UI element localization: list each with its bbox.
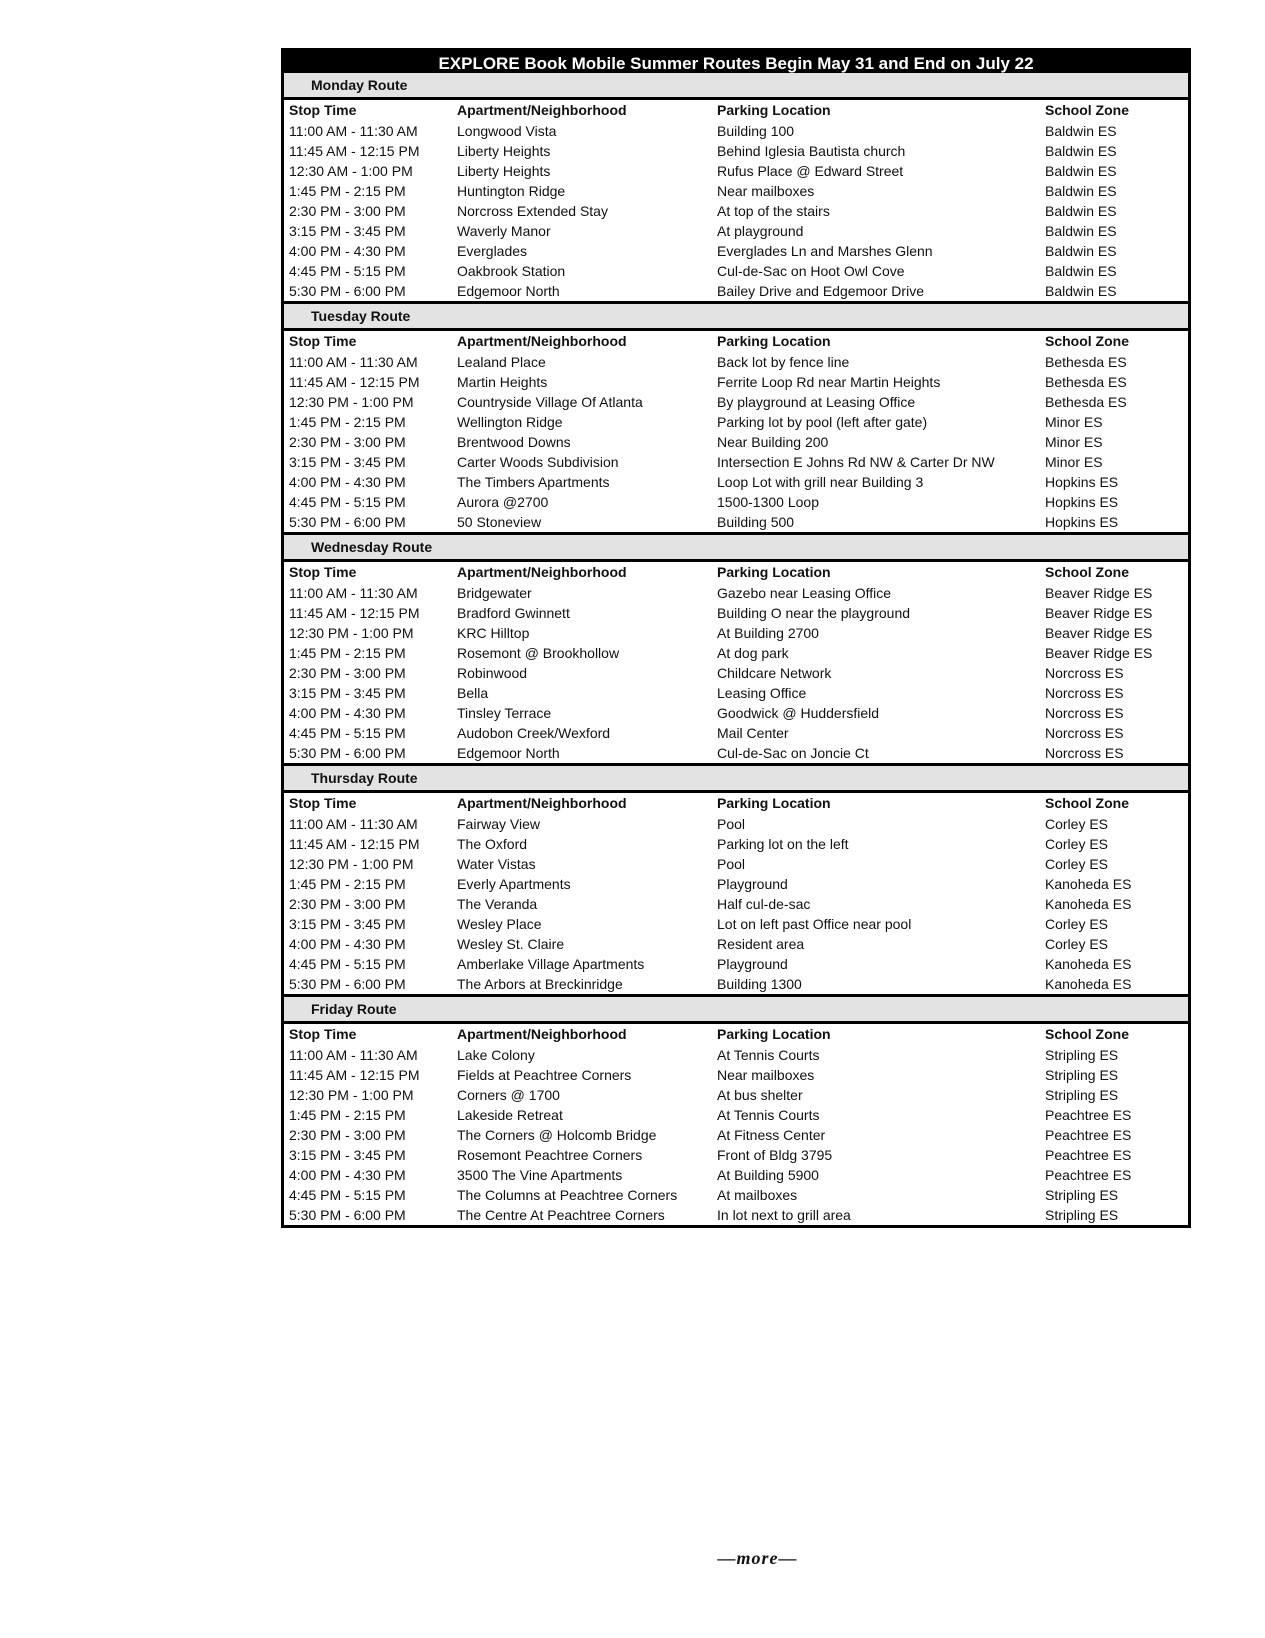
table-row xyxy=(284,603,1188,623)
parking-location-cell: Pool xyxy=(717,856,746,872)
parking-location-cell: Near mailboxes xyxy=(717,1067,815,1083)
column-header: Apartment/Neighborhood xyxy=(457,333,627,349)
school-zone-cell: Beaver Ridge ES xyxy=(1045,645,1153,661)
parking-location-cell: Mail Center xyxy=(717,725,789,741)
school-zone-cell: Stripling ES xyxy=(1045,1187,1119,1203)
neighborhood-cell: Longwood Vista xyxy=(457,123,557,139)
table-row xyxy=(284,583,1188,603)
neighborhood-cell: The Timbers Apartments xyxy=(457,474,610,490)
table-row xyxy=(284,141,1188,161)
school-zone-cell: Bethesda ES xyxy=(1045,394,1127,410)
table-row xyxy=(284,281,1188,301)
table-row xyxy=(284,874,1188,894)
column-header: Stop Time xyxy=(289,795,357,811)
neighborhood-cell: Brentwood Downs xyxy=(457,434,571,450)
table-row xyxy=(284,723,1188,743)
neighborhood-cell: Everly Apartments xyxy=(457,876,571,892)
neighborhood-cell: Rosemont Peachtree Corners xyxy=(457,1147,643,1163)
neighborhood-cell: Wesley Place xyxy=(457,916,542,932)
parking-location-cell: Goodwick @ Huddersfield xyxy=(717,705,880,721)
stop-time-cell: 4:00 PM - 4:30 PM xyxy=(289,936,406,952)
route-table xyxy=(284,331,1188,532)
table-row xyxy=(284,683,1188,703)
neighborhood-cell: Tinsley Terrace xyxy=(457,705,552,721)
table-row xyxy=(284,974,1188,994)
parking-location-cell: At bus shelter xyxy=(717,1087,803,1103)
table-row xyxy=(284,412,1188,432)
neighborhood-cell: The Centre At Peachtree Corners xyxy=(457,1207,665,1223)
route-heading: Monday Route xyxy=(284,73,1188,100)
neighborhood-cell: Edgemoor North xyxy=(457,745,560,761)
neighborhood-cell: Liberty Heights xyxy=(457,163,551,179)
routes-container xyxy=(281,73,1191,1228)
table-row xyxy=(284,1125,1188,1145)
neighborhood-cell: Fairway View xyxy=(457,816,540,832)
column-header-row xyxy=(284,331,1188,352)
school-zone-cell: Kanoheda ES xyxy=(1045,896,1132,912)
school-zone-cell: Bethesda ES xyxy=(1045,354,1127,370)
table-row xyxy=(284,1105,1188,1125)
parking-location-cell: Cul-de-Sac on Hoot Owl Cove xyxy=(717,263,905,279)
school-zone-cell: Norcross ES xyxy=(1045,725,1124,741)
neighborhood-cell: Norcross Extended Stay xyxy=(457,203,608,219)
parking-location-cell: At Fitness Center xyxy=(717,1127,826,1143)
neighborhood-cell: Audobon Creek/Wexford xyxy=(457,725,611,741)
school-zone-cell: Kanoheda ES xyxy=(1045,976,1132,992)
route-table xyxy=(284,562,1188,763)
neighborhood-cell: Martin Heights xyxy=(457,374,548,390)
school-zone-cell: Baldwin ES xyxy=(1045,283,1117,299)
school-zone-cell: Corley ES xyxy=(1045,916,1109,932)
stop-time-cell: 3:15 PM - 3:45 PM xyxy=(289,916,406,932)
school-zone-cell: Baldwin ES xyxy=(1045,223,1117,239)
school-zone-cell: Norcross ES xyxy=(1045,685,1124,701)
stop-time-cell: 3:15 PM - 3:45 PM xyxy=(289,223,406,239)
parking-location-cell: 1500-1300 Loop xyxy=(717,494,819,510)
stop-time-cell: 5:30 PM - 6:00 PM xyxy=(289,283,406,299)
route-section xyxy=(281,304,1191,535)
stop-time-cell: 1:45 PM - 2:15 PM xyxy=(289,414,406,430)
parking-location-cell: At Building 5900 xyxy=(717,1167,819,1183)
stop-time-cell: 2:30 PM - 3:00 PM xyxy=(289,665,406,681)
neighborhood-cell: Carter Woods Subdivision xyxy=(457,454,619,470)
school-zone-cell: Hopkins ES xyxy=(1045,494,1119,510)
table-row xyxy=(284,703,1188,723)
stop-time-cell: 1:45 PM - 2:15 PM xyxy=(289,645,406,661)
stop-time-cell: 12:30 PM - 1:00 PM xyxy=(289,394,414,410)
table-row xyxy=(284,954,1188,974)
table-row xyxy=(284,1165,1188,1185)
parking-location-cell: At Tennis Courts xyxy=(717,1107,820,1123)
table-row xyxy=(284,492,1188,512)
school-zone-cell: Baldwin ES xyxy=(1045,263,1117,279)
stop-time-cell: 1:45 PM - 2:15 PM xyxy=(289,183,406,199)
stop-time-cell: 4:45 PM - 5:15 PM xyxy=(289,494,406,510)
parking-location-cell: Bailey Drive and Edgemoor Drive xyxy=(717,283,924,299)
neighborhood-cell: KRC Hilltop xyxy=(457,625,530,641)
parking-location-cell: Rufus Place @ Edward Street xyxy=(717,163,904,179)
column-header: Parking Location xyxy=(717,1026,831,1042)
table-row xyxy=(284,894,1188,914)
parking-location-cell: Lot on left past Office near pool xyxy=(717,916,912,932)
table-row xyxy=(284,854,1188,874)
stop-time-cell: 2:30 PM - 3:00 PM xyxy=(289,1127,406,1143)
schedule-title: EXPLORE Book Mobile Summer Routes Begin May 31 and End on July 22 xyxy=(281,48,1191,73)
parking-location-cell: Back lot by fence line xyxy=(717,354,850,370)
stop-time-cell: 11:45 AM - 12:15 PM xyxy=(289,836,420,852)
column-header: School Zone xyxy=(1045,333,1129,349)
table-row xyxy=(284,432,1188,452)
parking-location-cell: Loop Lot with grill near Building 3 xyxy=(717,474,924,490)
parking-location-cell: At mailboxes xyxy=(717,1187,798,1203)
stop-time-cell: 12:30 AM - 1:00 PM xyxy=(289,163,413,179)
table-row xyxy=(284,241,1188,261)
parking-location-cell: Building 1300 xyxy=(717,976,802,992)
parking-location-cell: At playground xyxy=(717,223,804,239)
table-row xyxy=(284,643,1188,663)
school-zone-cell: Stripling ES xyxy=(1045,1047,1119,1063)
column-header: Apartment/Neighborhood xyxy=(457,564,627,580)
stop-time-cell: 5:30 PM - 6:00 PM xyxy=(289,1207,406,1223)
column-header: School Zone xyxy=(1045,795,1129,811)
neighborhood-cell: The Arbors at Breckinridge xyxy=(457,976,623,992)
neighborhood-cell: Aurora @2700 xyxy=(457,494,549,510)
stop-time-cell: 1:45 PM - 2:15 PM xyxy=(289,1107,406,1123)
school-zone-cell: Baldwin ES xyxy=(1045,143,1117,159)
neighborhood-cell: Wesley St. Claire xyxy=(457,936,565,952)
route-heading: Friday Route xyxy=(284,997,1188,1024)
neighborhood-cell: The Corners @ Holcomb Bridge xyxy=(457,1127,657,1143)
neighborhood-cell: Huntington Ridge xyxy=(457,183,566,199)
neighborhood-cell: The Veranda xyxy=(457,896,538,912)
stop-time-cell: 11:00 AM - 11:30 AM xyxy=(289,816,418,832)
stop-time-cell: 4:00 PM - 4:30 PM xyxy=(289,705,406,721)
stop-time-cell: 11:45 AM - 12:15 PM xyxy=(289,605,420,621)
school-zone-cell: Kanoheda ES xyxy=(1045,876,1132,892)
school-zone-cell: Peachtree ES xyxy=(1045,1107,1132,1123)
stop-time-cell: 4:00 PM - 4:30 PM xyxy=(289,474,406,490)
column-header: School Zone xyxy=(1045,564,1129,580)
school-zone-cell: Stripling ES xyxy=(1045,1067,1119,1083)
school-zone-cell: Peachtree ES xyxy=(1045,1127,1132,1143)
stop-time-cell: 5:30 PM - 6:00 PM xyxy=(289,976,406,992)
column-header: Apartment/Neighborhood xyxy=(457,795,627,811)
column-header-row xyxy=(284,1024,1188,1045)
school-zone-cell: Baldwin ES xyxy=(1045,123,1117,139)
parking-location-cell: Ferrite Loop Rd near Martin Heights xyxy=(717,374,941,390)
parking-location-cell: At Tennis Courts xyxy=(717,1047,820,1063)
school-zone-cell: Baldwin ES xyxy=(1045,243,1117,259)
table-row xyxy=(284,161,1188,181)
school-zone-cell: Corley ES xyxy=(1045,936,1109,952)
table-row xyxy=(284,452,1188,472)
column-header: Apartment/Neighborhood xyxy=(457,1026,627,1042)
column-header: School Zone xyxy=(1045,102,1129,118)
column-header-row xyxy=(284,793,1188,814)
stop-time-cell: 11:00 AM - 11:30 AM xyxy=(289,585,418,601)
stop-time-cell: 4:45 PM - 5:15 PM xyxy=(289,263,406,279)
route-schedule xyxy=(281,48,1191,1228)
route-heading: Thursday Route xyxy=(284,766,1188,793)
neighborhood-cell: Waverly Manor xyxy=(457,223,551,239)
neighborhood-cell: Wellington Ridge xyxy=(457,414,563,430)
stop-time-cell: 12:30 PM - 1:00 PM xyxy=(289,1087,414,1103)
more-footer: —more— xyxy=(717,1548,798,1568)
school-zone-cell: Hopkins ES xyxy=(1045,514,1119,530)
neighborhood-cell: The Columns at Peachtree Corners xyxy=(457,1187,678,1203)
stop-time-cell: 4:45 PM - 5:15 PM xyxy=(289,725,406,741)
neighborhood-cell: Edgemoor North xyxy=(457,283,560,299)
stop-time-cell: 2:30 PM - 3:00 PM xyxy=(289,434,406,450)
neighborhood-cell: Lealand Place xyxy=(457,354,546,370)
table-row xyxy=(284,352,1188,372)
neighborhood-cell: 3500 The Vine Apartments xyxy=(457,1167,623,1183)
parking-location-cell: At Building 2700 xyxy=(717,625,819,641)
parking-location-cell: Playground xyxy=(717,956,788,972)
parking-location-cell: Near Building 200 xyxy=(717,434,829,450)
route-section xyxy=(281,766,1191,997)
neighborhood-cell: Lake Colony xyxy=(457,1047,535,1063)
parking-location-cell: Front of Bldg 3795 xyxy=(717,1147,833,1163)
column-header: Stop Time xyxy=(289,102,357,118)
table-row xyxy=(284,1045,1188,1065)
school-zone-cell: Minor ES xyxy=(1045,454,1103,470)
table-row xyxy=(284,472,1188,492)
table-row xyxy=(284,201,1188,221)
table-row xyxy=(284,392,1188,412)
neighborhood-cell: Bella xyxy=(457,685,489,701)
parking-location-cell: Childcare Network xyxy=(717,665,832,681)
school-zone-cell: Baldwin ES xyxy=(1045,183,1117,199)
school-zone-cell: Stripling ES xyxy=(1045,1087,1119,1103)
parking-location-cell: At top of the stairs xyxy=(717,203,830,219)
table-row xyxy=(284,914,1188,934)
route-heading: Wednesday Route xyxy=(284,535,1188,562)
parking-location-cell: Everglades Ln and Marshes Glenn xyxy=(717,243,933,259)
stop-time-cell: 11:00 AM - 11:30 AM xyxy=(289,1047,418,1063)
table-row xyxy=(284,121,1188,141)
neighborhood-cell: Robinwood xyxy=(457,665,528,681)
table-row xyxy=(284,1065,1188,1085)
parking-location-cell: By playground at Leasing Office xyxy=(717,394,916,410)
stop-time-cell: 11:00 AM - 11:30 AM xyxy=(289,123,418,139)
table-row xyxy=(284,221,1188,241)
parking-location-cell: Half cul-de-sac xyxy=(717,896,811,912)
parking-location-cell: Playground xyxy=(717,876,788,892)
column-header: Apartment/Neighborhood xyxy=(457,102,627,118)
table-row xyxy=(284,663,1188,683)
table-row xyxy=(284,1205,1188,1225)
route-section xyxy=(281,535,1191,766)
parking-location-cell: Building O near the playground xyxy=(717,605,911,621)
neighborhood-cell: Lakeside Retreat xyxy=(457,1107,563,1123)
neighborhood-cell: Oakbrook Station xyxy=(457,263,566,279)
parking-location-cell: Cul-de-Sac on Joncie Ct xyxy=(717,745,869,761)
stop-time-cell: 2:30 PM - 3:00 PM xyxy=(289,896,406,912)
stop-time-cell: 4:45 PM - 5:15 PM xyxy=(289,956,406,972)
school-zone-cell: Peachtree ES xyxy=(1045,1147,1132,1163)
column-header: Parking Location xyxy=(717,333,831,349)
column-header: Stop Time xyxy=(289,333,357,349)
school-zone-cell: Corley ES xyxy=(1045,836,1109,852)
parking-location-cell: Pool xyxy=(717,816,746,832)
column-header: Stop Time xyxy=(289,1026,357,1042)
stop-time-cell: 11:45 AM - 12:15 PM xyxy=(289,1067,420,1083)
neighborhood-cell: Amberlake Village Apartments xyxy=(457,956,645,972)
neighborhood-cell: 50 Stoneview xyxy=(457,514,542,530)
stop-time-cell: 4:00 PM - 4:30 PM xyxy=(289,1167,406,1183)
table-row xyxy=(284,261,1188,281)
parking-location-cell: In lot next to grill area xyxy=(717,1207,851,1223)
parking-location-cell: Parking lot on the left xyxy=(717,836,849,852)
stop-time-cell: 1:45 PM - 2:15 PM xyxy=(289,876,406,892)
parking-location-cell: Near mailboxes xyxy=(717,183,815,199)
school-zone-cell: Peachtree ES xyxy=(1045,1167,1132,1183)
table-row xyxy=(284,372,1188,392)
neighborhood-cell: Fields at Peachtree Corners xyxy=(457,1067,632,1083)
column-header: School Zone xyxy=(1045,1026,1129,1042)
parking-location-cell: Intersection E Johns Rd NW & Carter Dr NW xyxy=(717,454,995,470)
parking-location-cell: Parking lot by pool (left after gate) xyxy=(717,414,928,430)
school-zone-cell: Kanoheda ES xyxy=(1045,956,1132,972)
route-table xyxy=(284,1024,1188,1225)
school-zone-cell: Norcross ES xyxy=(1045,665,1124,681)
school-zone-cell: Beaver Ridge ES xyxy=(1045,625,1153,641)
stop-time-cell: 12:30 PM - 1:00 PM xyxy=(289,856,414,872)
table-row xyxy=(284,181,1188,201)
stop-time-cell: 3:15 PM - 3:45 PM xyxy=(289,685,406,701)
school-zone-cell: Corley ES xyxy=(1045,856,1109,872)
school-zone-cell: Bethesda ES xyxy=(1045,374,1127,390)
stop-time-cell: 3:15 PM - 3:45 PM xyxy=(289,454,406,470)
neighborhood-cell: Rosemont @ Brookhollow xyxy=(457,645,620,661)
school-zone-cell: Beaver Ridge ES xyxy=(1045,605,1153,621)
column-header: Parking Location xyxy=(717,102,831,118)
school-zone-cell: Baldwin ES xyxy=(1045,163,1117,179)
route-section xyxy=(281,73,1191,304)
table-row xyxy=(284,743,1188,763)
column-header: Parking Location xyxy=(717,564,831,580)
stop-time-cell: 11:45 AM - 12:15 PM xyxy=(289,143,420,159)
parking-location-cell: At dog park xyxy=(717,645,789,661)
school-zone-cell: Baldwin ES xyxy=(1045,203,1117,219)
parking-location-cell: Leasing Office xyxy=(717,685,807,701)
school-zone-cell: Norcross ES xyxy=(1045,745,1124,761)
table-row xyxy=(284,814,1188,834)
parking-location-cell: Gazebo near Leasing Office xyxy=(717,585,892,601)
column-header-row xyxy=(284,100,1188,121)
table-row xyxy=(284,1085,1188,1105)
table-row xyxy=(284,934,1188,954)
table-row xyxy=(284,1185,1188,1205)
neighborhood-cell: The Oxford xyxy=(457,836,528,852)
school-zone-cell: Beaver Ridge ES xyxy=(1045,585,1153,601)
school-zone-cell: Minor ES xyxy=(1045,434,1103,450)
table-row xyxy=(284,623,1188,643)
column-header: Stop Time xyxy=(289,564,357,580)
school-zone-cell: Hopkins ES xyxy=(1045,474,1119,490)
parking-location-cell: Resident area xyxy=(717,936,805,952)
neighborhood-cell: Liberty Heights xyxy=(457,143,551,159)
stop-time-cell: 4:00 PM - 4:30 PM xyxy=(289,243,406,259)
neighborhood-cell: Bradford Gwinnett xyxy=(457,605,570,621)
parking-location-cell: Behind Iglesia Bautista church xyxy=(717,143,906,159)
school-zone-cell: Corley ES xyxy=(1045,816,1109,832)
stop-time-cell: 4:45 PM - 5:15 PM xyxy=(289,1187,406,1203)
column-header: Parking Location xyxy=(717,795,831,811)
neighborhood-cell: Bridgewater xyxy=(457,585,532,601)
neighborhood-cell: Everglades xyxy=(457,243,528,259)
stop-time-cell: 3:15 PM - 3:45 PM xyxy=(289,1147,406,1163)
stop-time-cell: 11:00 AM - 11:30 AM xyxy=(289,354,418,370)
route-heading: Tuesday Route xyxy=(284,304,1188,331)
route-table xyxy=(284,793,1188,994)
stop-time-cell: 5:30 PM - 6:00 PM xyxy=(289,514,406,530)
school-zone-cell: Minor ES xyxy=(1045,414,1103,430)
stop-time-cell: 2:30 PM - 3:00 PM xyxy=(289,203,406,219)
column-header-row xyxy=(284,562,1188,583)
stop-time-cell: 5:30 PM - 6:00 PM xyxy=(289,745,406,761)
neighborhood-cell: Water Vistas xyxy=(457,856,536,872)
table-row xyxy=(284,834,1188,854)
stop-time-cell: 11:45 AM - 12:15 PM xyxy=(289,374,420,390)
school-zone-cell: Norcross ES xyxy=(1045,705,1124,721)
parking-location-cell: Building 500 xyxy=(717,514,795,530)
table-row xyxy=(284,1145,1188,1165)
school-zone-cell: Stripling ES xyxy=(1045,1207,1119,1223)
neighborhood-cell: Corners @ 1700 xyxy=(457,1087,560,1103)
route-table xyxy=(284,100,1188,301)
neighborhood-cell: Countryside Village Of Atlanta xyxy=(457,394,643,410)
parking-location-cell: Building 100 xyxy=(717,123,795,139)
table-row xyxy=(284,512,1188,532)
route-section xyxy=(281,997,1191,1228)
stop-time-cell: 12:30 PM - 1:00 PM xyxy=(289,625,414,641)
